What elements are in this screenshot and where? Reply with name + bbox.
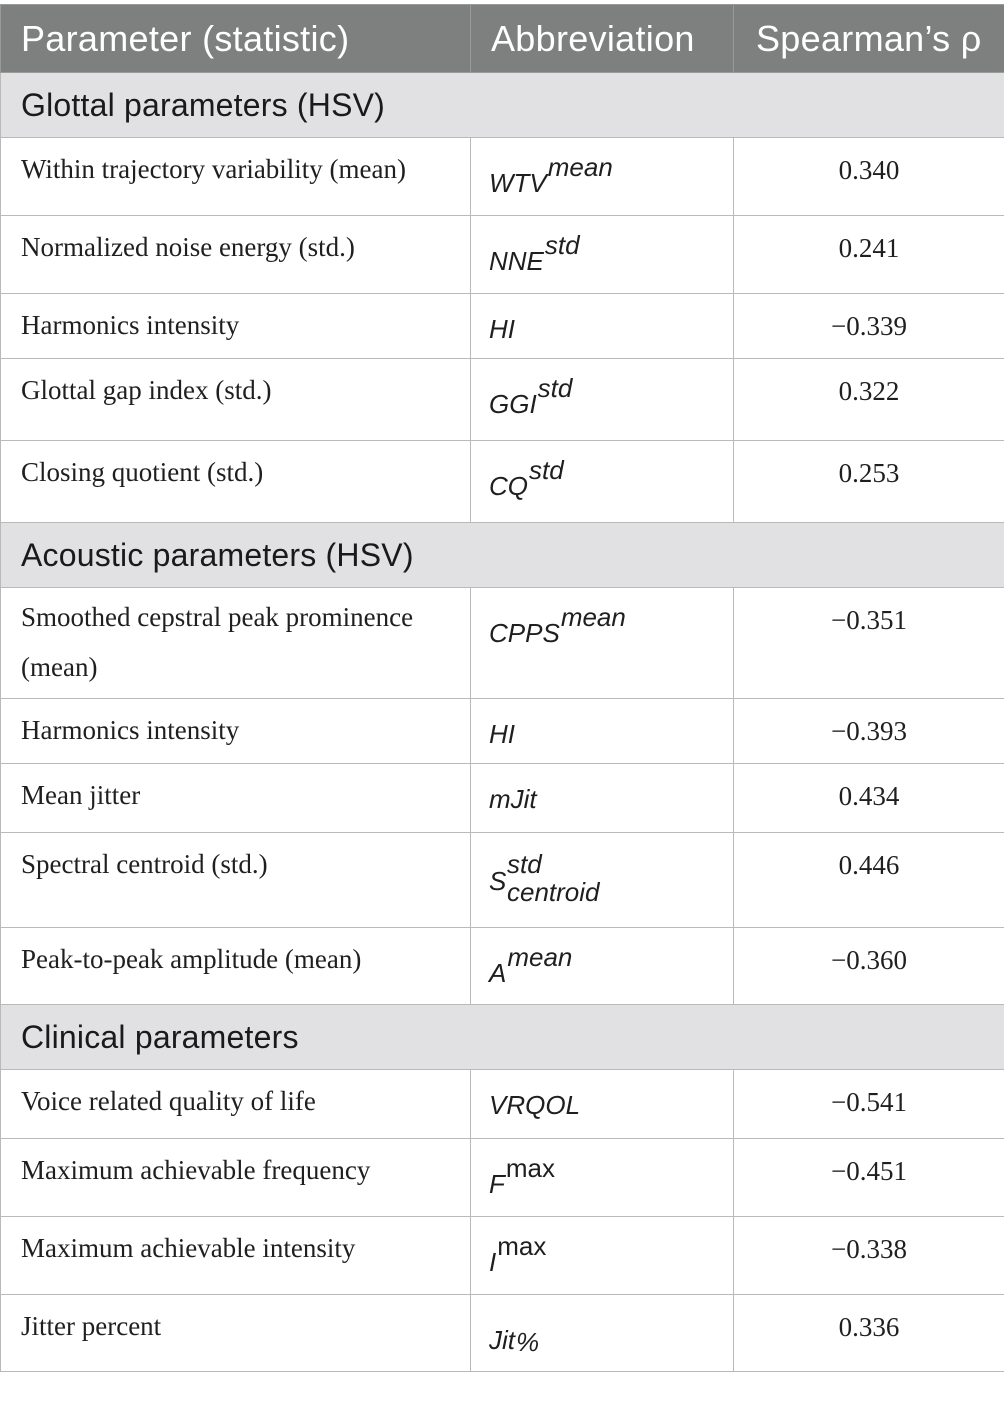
rho-cell: 0.434 xyxy=(734,764,1004,833)
parameter-cell: Harmonics intensity xyxy=(1,699,471,764)
section-title: Clinical parameters xyxy=(1,1005,1004,1070)
parameter-cell: Maximum achievable frequency xyxy=(1,1139,471,1217)
parameter-cell: Peak-to-peak amplitude (mean) xyxy=(1,928,471,1005)
table-row xyxy=(1,928,1004,1005)
rho-cell: 0.340 xyxy=(734,138,1004,216)
parameter-cell: Glottal gap index (std.) xyxy=(1,359,471,441)
parameter-cell: Within trajectory variability (mean) xyxy=(1,138,471,216)
section-title: Glottal parameters (HSV) xyxy=(1,73,1004,138)
rho-cell: −0.541 xyxy=(734,1070,1004,1139)
table-row xyxy=(1,216,1004,294)
abbreviation-cell: HI xyxy=(471,699,734,764)
rho-cell: −0.338 xyxy=(734,1217,1004,1295)
abbreviation-cell: Imax xyxy=(471,1217,734,1295)
parameter-cell: Normalized noise energy (std.) xyxy=(1,216,471,294)
header-abbreviation: Abbreviation xyxy=(471,5,734,73)
abbreviation-cell: NNEstd xyxy=(471,216,734,294)
table-row xyxy=(1,1217,1004,1295)
table-row xyxy=(1,588,1004,699)
abbreviation-cell: mJit xyxy=(471,764,734,833)
rho-cell: −0.351 xyxy=(734,588,1004,699)
rho-cell: 0.446 xyxy=(734,833,1004,928)
rho-cell: −0.360 xyxy=(734,928,1004,1005)
table-row xyxy=(1,294,1004,359)
rho-cell: 0.336 xyxy=(734,1295,1004,1372)
section-row xyxy=(1,1005,1004,1070)
abbreviation-cell: HI xyxy=(471,294,734,359)
section-row xyxy=(1,73,1004,138)
parameter-cell: Spectral centroid (std.) xyxy=(1,833,471,928)
table-row xyxy=(1,1139,1004,1217)
parameter-cell: Jitter percent xyxy=(1,1295,471,1372)
table-row xyxy=(1,699,1004,764)
rho-cell: 0.241 xyxy=(734,216,1004,294)
rho-cell: −0.393 xyxy=(734,699,1004,764)
section-title: Acoustic parameters (HSV) xyxy=(1,523,1004,588)
table-row xyxy=(1,764,1004,833)
parameter-cell: Harmonics intensity xyxy=(1,294,471,359)
parameter-cell: Smoothed cepstral peak prominence (mean) xyxy=(1,588,471,699)
abbreviation-cell: S std centroid xyxy=(471,833,734,928)
abbreviation-cell: WTVmean xyxy=(471,138,734,216)
table-row xyxy=(1,1295,1004,1372)
parameter-cell: Maximum achievable intensity xyxy=(1,1217,471,1295)
table-row xyxy=(1,138,1004,216)
rho-cell: −0.339 xyxy=(734,294,1004,359)
table-row xyxy=(1,1070,1004,1139)
rho-cell: 0.322 xyxy=(734,359,1004,441)
parameter-cell: Closing quotient (std.) xyxy=(1,441,471,523)
section-row xyxy=(1,523,1004,588)
header-parameter: Parameter (statistic) xyxy=(1,5,471,73)
abbreviation-cell: CQstd xyxy=(471,441,734,523)
abbreviation-cell: Jit% xyxy=(471,1295,734,1372)
rho-cell: 0.253 xyxy=(734,441,1004,523)
abbreviation-cell: VRQOL xyxy=(471,1070,734,1139)
table-row xyxy=(1,833,1004,928)
abbreviation-cell: CPPSmean xyxy=(471,588,734,699)
table-row xyxy=(1,359,1004,441)
table-row xyxy=(1,441,1004,523)
abbreviation-cell: Amean xyxy=(471,928,734,1005)
header-row xyxy=(1,5,1004,73)
parameter-cell: Voice related quality of life xyxy=(1,1070,471,1139)
abbreviation-cell: GGIstd xyxy=(471,359,734,441)
abbreviation-cell: Fmax xyxy=(471,1139,734,1217)
parameter-cell: Mean jitter xyxy=(1,764,471,833)
header-spearman-rho: Spearman’s ρ xyxy=(734,5,1004,73)
rho-cell: −0.451 xyxy=(734,1139,1004,1217)
correlation-table xyxy=(0,4,1004,1372)
